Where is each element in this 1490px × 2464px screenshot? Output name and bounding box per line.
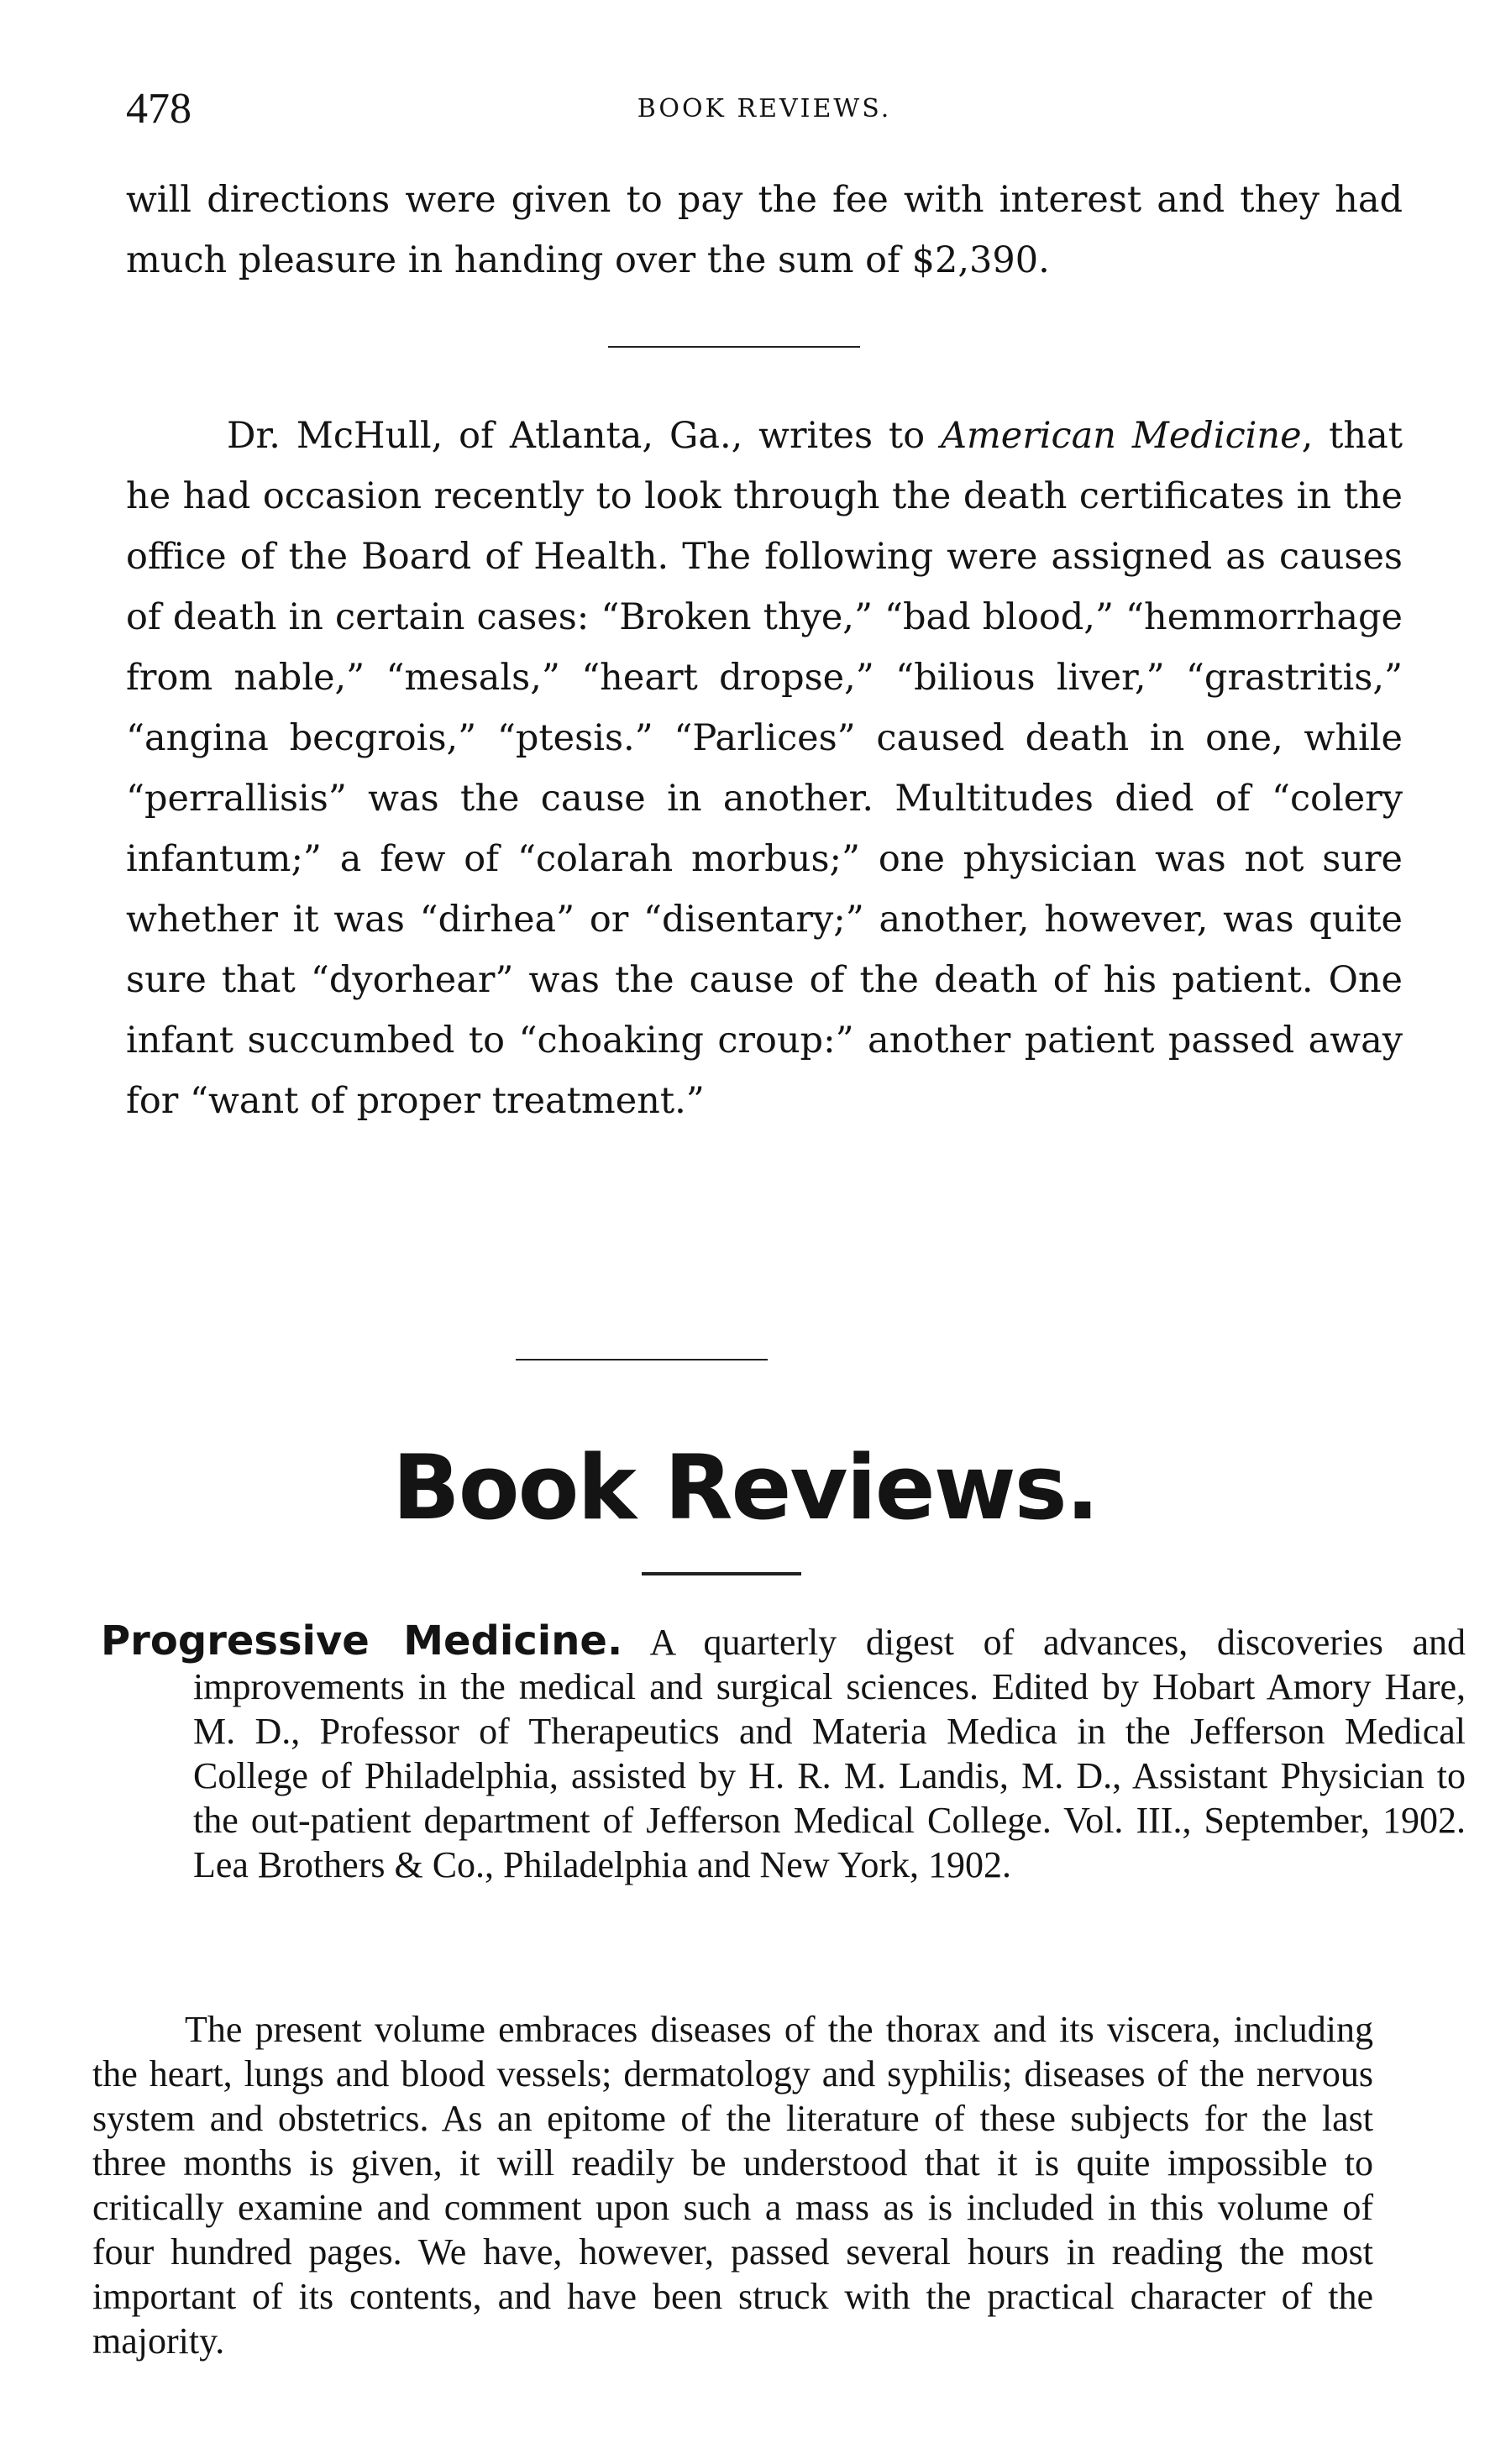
page-number: 478: [126, 85, 191, 133]
review-title: Progressive Medicine.: [101, 1617, 623, 1665]
review-body: The present volume embraces diseases of the thorax and its viscera, including the heart, lungs and blood vessels; dermatology and syphilis; diseases of the nervous system and obstetrics. As an epitome of the literature of these subjects for the last three months is given, it will readily be understood that it is quite impossible to critically examine and comment upon such a mass as is included in this volume of four hundred pages. We have, however, passed several hours in reading the most important of its contents, and have been struck with the practical character of the majority.: [92, 2009, 1373, 2362]
source-title: American Medicine: [940, 415, 1302, 457]
paragraph-lead: Dr. McHull, of Atlanta, Ga., writes to: [227, 415, 941, 457]
review-citation: [101, 1619, 1466, 1887]
review-citation-text: A quarterly digest of advances, discoveries and improvements in the medical and surgical sciences. Edited by Hobart Amory Hare, M. D., Professor of Therapeutics and Materia Medica in the Jefferson Medical College of Philadelphia, assisted by H. R. M. Landis, M. D., Assistant Physician to the out-patient department of Jefferson Medical College. Vol. III., September, 1902. Lea Brothers & Co., Philadelphia and New York, 1902.: [193, 1622, 1466, 1885]
continuation-paragraph: will directions were given to pay the fee with interest and they had much pleasure in handing over the sum of $2,390.: [126, 179, 1403, 281]
page-header: [126, 84, 1403, 134]
heading-underline: [642, 1572, 801, 1575]
death-certificates-paragraph: [126, 406, 1403, 1131]
section-heading: Book Reviews.: [392, 1436, 1098, 1539]
section-divider: [608, 346, 860, 348]
running-head: BOOK REVIEWS.: [637, 94, 892, 123]
paragraph-body: , that he had occasion recently to look through the death certificates in the office of the Board of Health. The following were assigned as causes of death in certain cases: “Broken thye,” “bad blood,” “hemmorrhage from nable,” “mesals,” “heart dropse,” “bilious liver,” “grastritis,” “angina becgrois,” “ptesis.” “Parlices” caused death in one, while “perrallisis” was the cause in another. Multitudes died of “colery infantum;” a few of “colarah morbus;” one physician was not sure whether it was “dirhea” or “disentary;” another, however, was quite sure that “dyorhear” was the cause of the death of his patient. One infant succumbed to “choaking croup:” another patient passed away for “want of proper treatment.”: [126, 415, 1403, 1122]
section-divider: [516, 1359, 768, 1360]
